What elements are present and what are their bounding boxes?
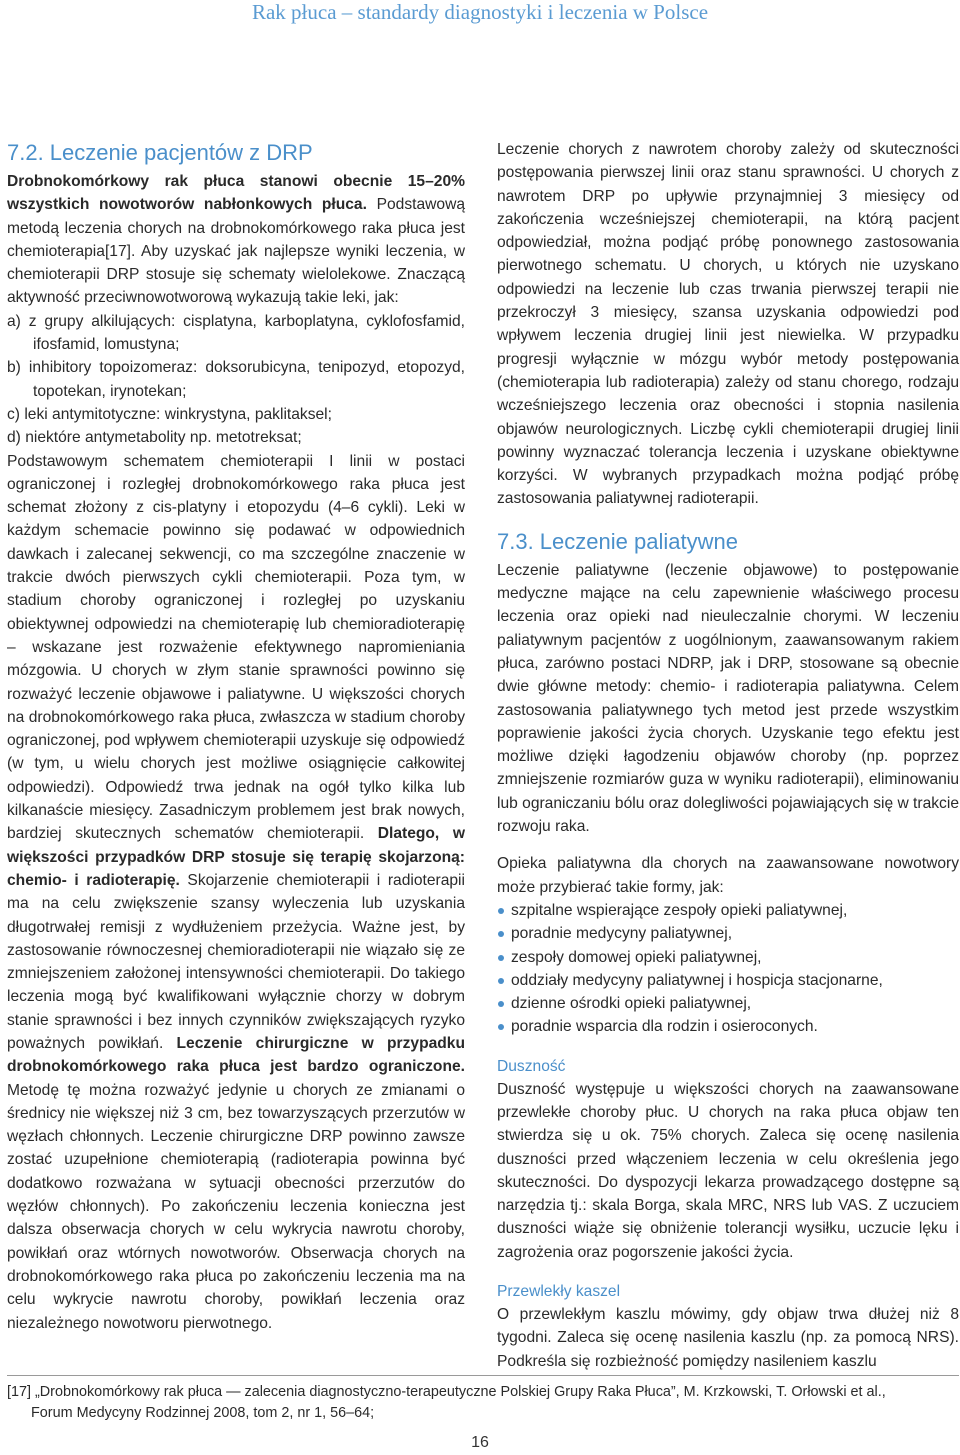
subheading-dyspnea: Duszność	[497, 1057, 566, 1075]
intro-bold-text: Drobnokomórkowy rak płuca stanowi obecnie 15–20% wszystkich nowotworów nabłonkowych płuca.	[7, 173, 465, 214]
section-heading-7-3: 7.3. Leczenie paliatywne	[497, 528, 738, 554]
dyspnea-paragraph: Duszność występuje u większości chorych na zaawansowane przewlekłe choroby płuc. U chorych na raka płuca objaw ten stwierdza się u ok. 75% chorych. Zaleca się ocenę nasilenia duszności przed włączeniem leczenia w celu określenia jego skuteczności. Do dyspozycji lekarza prowadzącego dostępne są narzędzia tj.: skala Borga, skala MRC, NRS lub VAS. Z uczuciem duszności wiąże się obniżenie tolerancji wysiłku, uczucie lęku i zagrożenia oraz pogorszenie jakości życia.	[497, 1080, 959, 1261]
palliative-paragraph: Leczenie paliatywne (leczenie objawowe) to postępowanie medyczne mające na celu zapewnienie właściwego procesu leczenia oraz opieki nad nieuleczalnie chorymi. W leczeniu paliatywnym pacjentów z uogólnionym, zaawansowanym rakiem płuca, zarówno postaci NDRP, jak i DRP, stosowane są obecnie dwie główne metody: chemio- i radioterapia paliatywna. Celem zastosowania paliatywnego tych metod jest przede wszystkim poprawienie jakości życia chorych. Uzyskanie tego efektu jest możliwe dzięki łagodzeniu objawów choroby (np. poprzez zmniejszenie rozmiarów guza w wyniku radioterapii), eliminowaniu lub ograniczaniu bólu oraz dolegliwości pojawiających się w trakcie rozwoju raka.	[497, 561, 959, 836]
drug-list-item: a) z grupy alkilujących: cisplatyna, karboplatyna, cyklofosfamid, ifosfamid, lomustyna;	[7, 312, 465, 354]
subheading-chronic-cough: Przewlekły kaszel	[497, 1283, 621, 1301]
list-item: poradnie wsparcia dla rodzin i osieroconych.	[497, 1015, 959, 1038]
list-item: poradnie medycyny paliatywnej,	[497, 922, 959, 945]
emphasis-text: Leczenie chirurgiczne w przypadku drobnokomórkowego raka płuca jest bardzo ograniczone.	[7, 1034, 465, 1076]
cough-paragraph: O przewlekłym kaszlu mówimy, gdy objaw trwa dłużej niż 8 tygodni. Zaleca się ocenę nasilenia kaszlu (np. za pomocą NRS). Podkreśla się rozbieżność pomiędzy nasileniem kaszlu	[497, 1306, 959, 1370]
list-item: oddziały medycyny paliatywnej i hospicja stacjonarne,	[497, 969, 959, 992]
body-text: Skojarzenie chemioterapii i radioterapii ma na celu zwiększenie szansy wyleczenia lub uzyskania długotrwałej remisji z wydłużeniem przeżycia. Ważne jest, by zastosowanie równoczesnej chemioradioterapii nie wiązało się ze zmniejszeniem założonej intensywności chemioterapii. Do takiego leczenia mogą być kwalifikowani wyłącznie chorzy w dobrym stanie sprawności i bez innych czynników zwiększających ryzyko poważnych powikłań.	[7, 871, 465, 1052]
footnote-divider	[7, 1375, 959, 1376]
care-forms-intro: Opieka paliatywna dla chorych na zaawansowane nowotwory może przybierać takie formy, jak:	[497, 855, 959, 896]
running-header: Rak płuca – standardy diagnostyki i leczenia w Polsce	[251, 0, 709, 24]
care-forms-list	[497, 899, 959, 1039]
left-column	[7, 138, 465, 1335]
drug-list-item: d) niektóre antymetabolity np. metotreksat;	[7, 429, 302, 447]
intro-text: Podstawową metodą leczenia chorych na drobnokomórkowego raka płuca jest chemioterapia[17]. Aby uzyskać jak najlepsze wyniki leczenia, w chemioterapii DRP stosuje się schematy wielolekowe. Znaczącą aktywność przeciwnowotworową wykazują takie leki, jak:	[7, 196, 466, 307]
section-heading-7-2: 7.2. Leczenie pacjentów z DRP	[7, 140, 313, 165]
footnote-line: Forum Medycyny Rodzinnej 2008, tom 2, nr 1, 56–64;	[31, 1405, 375, 1421]
body-text: Metodę tę można rozważyć jedynie u chorych ze zmianami o średnicy nie większej niż 3 cm, bez towarzyszących przerzutów w węzłach chłonnych. Leczenie chirurgiczne DRP powinno zawsze zostać uzupełnione chemioterapią (radioterapia powinna być dodatkowo rozważana w sytuacji obecności przerzutów do węzłów chłonnych). Po zakończeniu leczenia konieczna jest dalsza obserwacja chorych w celu wykrycia nawrotu choroby, powikłań oraz wtórnych nowotworów. Obserwacja chorych na drobnokomórkowego raka płuca po zakończeniu leczenia ma na celu wykrycie nawrotu choroby, powikłań leczenia oraz niezależnego nowotworu pierwotnego.	[7, 1081, 465, 1332]
drug-list-item: c) leki antymitotyczne: winkrystyna, paklitaksel;	[7, 405, 332, 423]
intro-paragraph	[7, 170, 465, 310]
footnote	[7, 1382, 959, 1424]
list-item: dzienne ośrodki opieki paliatywnej,	[497, 992, 959, 1015]
drug-list-item: b) inhibitory topoizomeraz: doksorubicyna, tenipozyd, etopozyd, topotekan, irynotekan;	[7, 359, 465, 400]
emphasis-text: Dlatego, w większości przypadków DRP stosuje się terapię skojarzoną: chemio- i radioterapię.	[7, 825, 465, 889]
page-number: 16	[471, 1434, 489, 1451]
body-text: Podstawowym schematem chemioterapii I linii w postaci ograniczonej i rozległej drobnokomórkowego raka płuca jest schemat złożony z cis-platyny i etopozydu (4–6 cykli). Leki w każdym schemacie powinno się podawać w odpowiednich dawkach i zalecanej sekwencji, co ma szczególne znaczenie w trakcie dwóch pierwszych cykli chemioterapii. Poza tym, w stadium choroby ograniczonej i rozległej po uzyskaniu obiektywnej odpowiedzi na chemioterapię lub chemioradioterapię – wskazane jest rozważenie efektywnego napromieniania mózgowia. U chorych w złym stanie sprawności powinno się rozważyć leczenie objawowe i paliatywne. U większości chorych na drobnokomórkowego raka płuca, zwłaszcza w stadium choroby ograniczonej, pod wpływem chemioterapii uzyskuje się odpowiedź (w tym, u wielu chorych jest możliwe osiągnięcie całkowitej odpowiedzi). Odpowiedź trwa jednak na ogół tylko kilka lub kilkanaście miesięcy. Zasadniczym problemem jest brak nowych, bardziej skutecznych schematów chemioterapii.	[7, 452, 465, 843]
relapse-paragraph: Leczenie chorych z nawrotem choroby zależy od skuteczności postępowania pierwszej linii oraz stanu sprawności. U chorych z nawrotem DRP po upływie przynajmniej 3 miesięcy od zakończenia wcześniejszej chemioterapii, na którą pacjent odpowiedział, można podjąć próbę ponownego zastosowania pierwotnego schematu. U chorych, u których nie uzyskano odpowiedzi na leczenie lub czas trwania pierwszej terapii nie przekroczył 3 miesięcy, szansa uzyskania odpowiedzi pod wpływem leczenia drugiej linii jest niewielka. W przypadku progresji wyłącznie w mózgu wybór metody postępowania (chemioterapia lub radioterapia) zależy od stanu chorego, rodzaju wcześniejszego leczenia oraz obecności i stopnia nasilenia objawów neurologicznych. Liczbę cykli chemioterapii drugiej linii powinny wyznaczać tolerancja leczenia i uzyskane obiektywne korzyści. W wybranych przypadkach można podjąć próbę zastosowania paliatywnej radioterapii.	[497, 141, 959, 508]
right-column	[497, 138, 959, 1373]
list-item: szpitalne wspierające zespoły opieki paliatywnej,	[497, 899, 959, 922]
list-item: zespoły domowej opieki paliatywnej,	[497, 946, 959, 969]
body-paragraph	[7, 450, 465, 1335]
footnote-line: [17] „Drobnokomórkowy rak płuca — zalecenia diagnostyczno-terapeutyczne Polskiej Grupy Raka Płuca”, M. Krzkowski, T. Orłowski et al.,	[7, 1384, 886, 1400]
